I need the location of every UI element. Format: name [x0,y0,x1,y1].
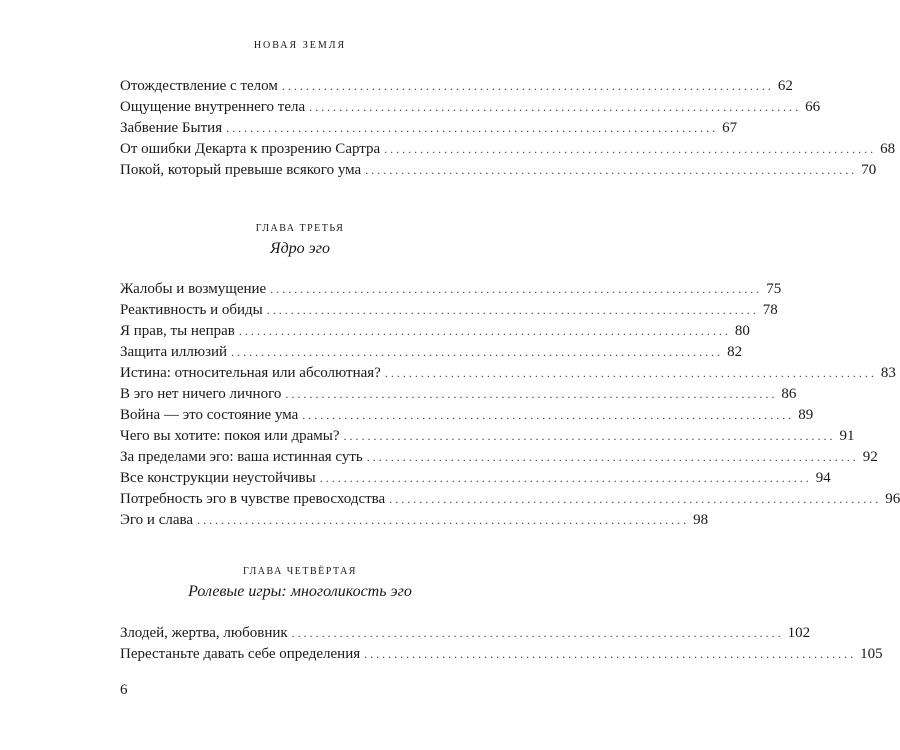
toc-entry-title: Ощущение внутреннего тела [120,99,306,115]
toc-entry-page: 102 [787,625,811,641]
toc-entry[interactable] [120,118,738,139]
toc-entry-page: 75 [766,281,782,297]
dot-leader: .................................................................................. [231,345,724,359]
toc-entry-title: Реактивность и обиды [120,302,263,318]
dot-leader: .................................................................................. [281,79,774,93]
toc-entry-page: 68 [880,141,896,157]
toc-entry-title: От ошибки Декарта к прозрению Сартра [120,141,381,157]
dot-leader: .................................................................................. [226,121,719,135]
toc-section-chapter-3 [120,279,900,531]
dot-leader: .................................................................................. [238,324,731,338]
toc-entry-title: В эго нет ничего личного [120,386,282,402]
toc-entry[interactable] [120,447,878,468]
toc-entry[interactable] [120,623,811,644]
toc-entry-page: 105 [860,646,883,662]
toc-entry-title: Жалобы и возмущение [120,281,267,297]
toc-entry[interactable] [120,300,778,321]
toc-entry-page: 82 [727,344,743,360]
toc-entry-page: 98 [693,512,709,528]
toc-entry-title: Я прав, ты неправ [120,323,235,339]
toc-entry-page: 96 [885,491,900,507]
toc-entry[interactable] [120,405,814,426]
toc-entry[interactable] [120,342,743,363]
toc-entry[interactable] [120,510,709,531]
dot-leader: .................................................................................. [285,387,778,401]
dot-leader: .................................................................................. [302,408,795,422]
toc-entry-title: За пределами эго: ваша истинная суть [120,449,363,465]
toc-entry-page: 83 [880,365,896,381]
toc-entry[interactable] [120,321,750,342]
toc-entry-title: Чего вы хотите: покоя или драмы? [120,428,340,444]
dot-leader: .................................................................................. [309,100,802,114]
toc-entry-page: 80 [734,323,750,339]
toc-section-chapter-4 [120,623,883,665]
toc-entry[interactable] [120,468,831,489]
toc-entry[interactable] [120,426,855,447]
dot-leader: .................................................................................. [197,513,690,527]
toc-entry-page: 92 [862,449,878,465]
toc-entry-page: 66 [805,99,821,115]
toc-entry[interactable] [120,76,793,97]
chapter-title: Ядро эго [270,240,330,257]
toc-section-continued [120,76,896,181]
toc-entry[interactable] [120,363,896,384]
dot-leader: .................................................................................. [291,626,784,640]
dot-leader: .................................................................................. [266,303,759,317]
toc-entry-title: Отождествление с телом [120,78,278,94]
toc-entry-title: Перестаньте давать себе определения [120,646,361,662]
chapter-title: Ролевые игры: многоликость эго [188,583,412,600]
toc-entry-title: Покой, который превыше всякого ума [120,162,362,178]
toc-entry-page: 70 [861,162,877,178]
dot-leader: .................................................................................. [319,471,812,485]
toc-entry-title: Потребность эго в чувстве превосходства [120,491,386,507]
toc-entry-page: 94 [815,470,831,486]
running-head: НОВАЯ ЗЕМЛЯ [253,40,347,51]
toc-entry[interactable] [120,97,821,118]
toc-entry[interactable] [120,489,900,510]
toc-entry-page: 67 [722,120,738,136]
toc-entry-page: 78 [762,302,778,318]
chapter-label: ГЛАВА ЧЕТВЁРТАЯ [243,566,357,577]
dot-leader: .................................................................................. [343,429,836,443]
toc-entry-page: 86 [781,386,797,402]
dot-leader: .................................................................................. [389,492,882,506]
dot-leader: .................................................................................. [366,450,859,464]
toc-entry[interactable] [120,644,883,665]
toc-entry-page: 91 [839,428,855,444]
toc-entry-title: Все конструкции неустойчивы [120,470,316,486]
page-number: 6 [120,682,128,698]
toc-entry[interactable] [120,279,782,300]
dot-leader: .................................................................................. [365,163,858,177]
toc-entry-page: 89 [798,407,814,423]
toc-entry-title: Забвение Бытия [120,120,223,136]
toc-entry[interactable] [120,139,896,160]
chapter-label: ГЛАВА ТРЕТЬЯ [255,223,345,234]
toc-entry[interactable] [120,384,797,405]
toc-entry-title: Эго и слава [120,512,194,528]
toc-entry[interactable] [120,160,877,181]
toc-entry-title: Истина: относительная или абсолютная? [120,365,381,381]
dot-leader: .................................................................................. [364,647,857,661]
dot-leader: .................................................................................. [270,282,763,296]
toc-entry-title: Война — это состояние ума [120,407,299,423]
toc-entry-title: Защита иллюзий [120,344,228,360]
toc-entry-title: Злодей, жертва, любовник [120,625,288,641]
dot-leader: .................................................................................. [384,366,877,380]
dot-leader: .................................................................................. [384,142,877,156]
toc-entry-page: 62 [777,78,793,94]
